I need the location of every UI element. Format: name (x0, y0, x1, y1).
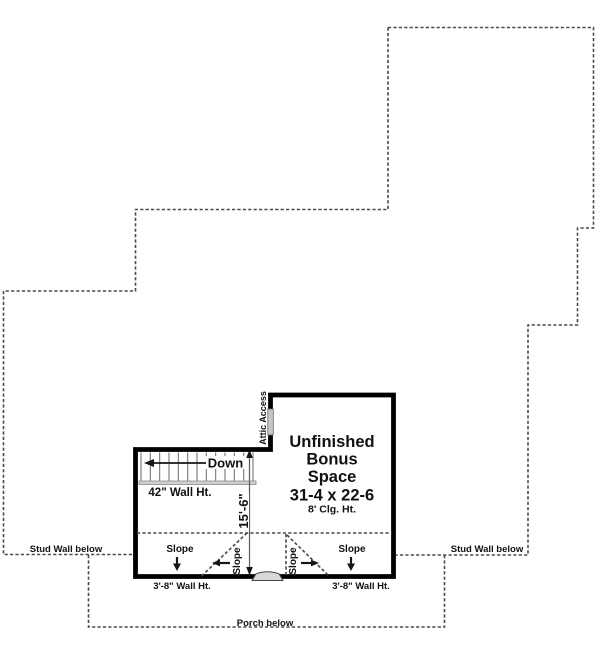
stud-wall-label-left: Stud Wall below (29, 544, 103, 555)
down-label: Down (207, 455, 244, 471)
stair-edge-bar (139, 481, 256, 485)
room-title-line2: Bonus (306, 450, 358, 469)
low-wall-height-label-left: 3'-8" Wall Ht. (153, 581, 211, 592)
room-ceiling-label: 8' Clg. Ht. (308, 503, 356, 516)
slope-label-right: Slope (338, 544, 366, 555)
dimension-label: 15'-6" (236, 493, 251, 529)
wall-hatch (252, 572, 283, 581)
slope-label-left-rotated: Slope (232, 547, 243, 575)
room-title-line1: Unfinished (289, 433, 375, 451)
stud-wall-label-right: Stud Wall below (450, 544, 524, 555)
stair-wall-height-label: 42" Wall Ht. (148, 487, 212, 499)
room-title-line3: Space (307, 468, 357, 486)
slope-label-left: Slope (166, 544, 194, 555)
attic-access-label: Attic Access (258, 391, 268, 445)
slope-label-right-rotated: Slope (288, 547, 299, 575)
porch-label: Porch below (236, 618, 294, 629)
low-wall-height-label-right: 3'-8" Wall Ht. (332, 581, 390, 592)
roof-outline-right (388, 28, 594, 556)
attic-access-panel (268, 409, 274, 435)
room-dimensions-label: 31-4 x 22-6 (289, 486, 375, 505)
